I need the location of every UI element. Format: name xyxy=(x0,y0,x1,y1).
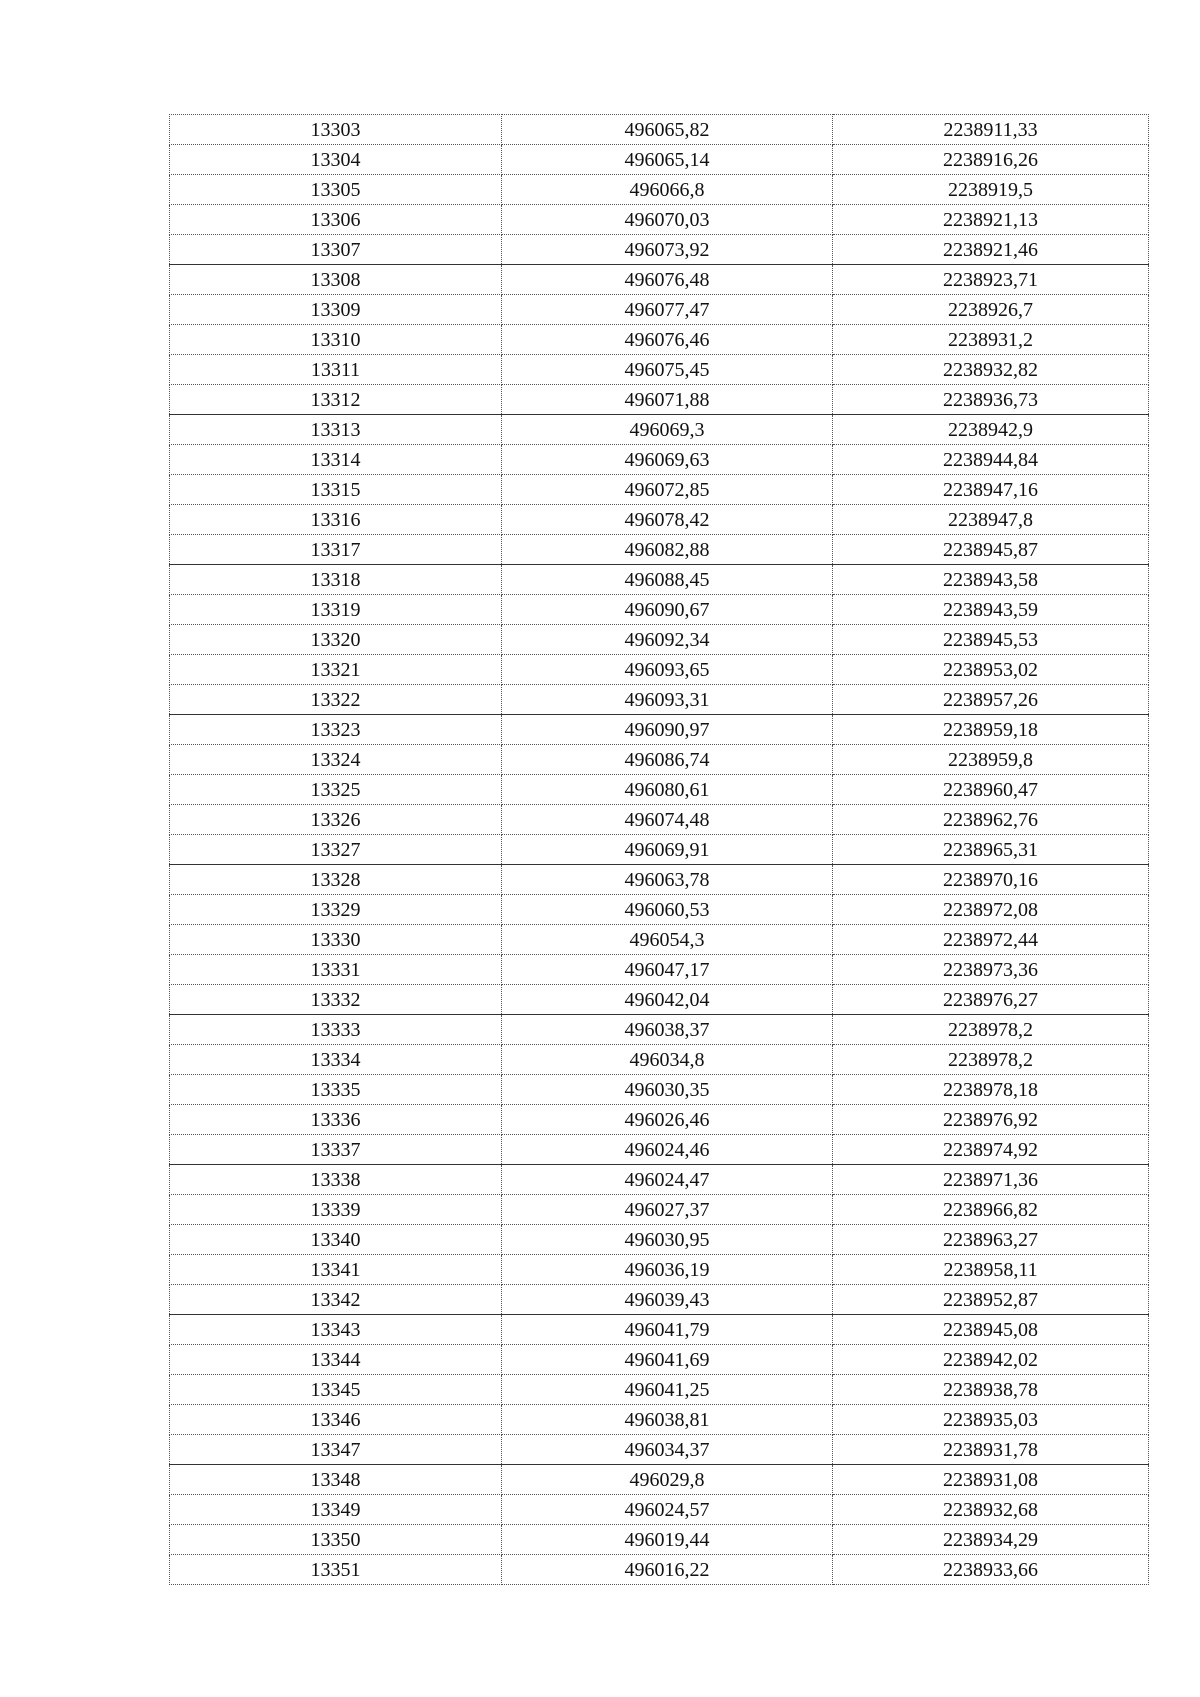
point-number-cell: 13316 xyxy=(170,505,502,535)
x-coordinate-cell: 496030,35 xyxy=(502,1075,833,1105)
y-coordinate-cell: 2238926,7 xyxy=(833,295,1149,325)
point-number-cell: 13313 xyxy=(170,415,502,445)
y-coordinate-cell: 2238970,16 xyxy=(833,865,1149,895)
x-coordinate-cell: 496066,8 xyxy=(502,175,833,205)
x-coordinate-cell: 496041,25 xyxy=(502,1375,833,1405)
point-number-cell: 13318 xyxy=(170,565,502,595)
table-row xyxy=(170,205,1149,235)
y-coordinate-cell: 2238978,18 xyxy=(833,1075,1149,1105)
point-number-cell: 13332 xyxy=(170,985,502,1015)
x-coordinate-cell: 496039,43 xyxy=(502,1285,833,1315)
x-coordinate-cell: 496078,42 xyxy=(502,505,833,535)
y-coordinate-cell: 2238973,36 xyxy=(833,955,1149,985)
point-number-cell: 13351 xyxy=(170,1555,502,1585)
point-number-cell: 13310 xyxy=(170,325,502,355)
table-row xyxy=(170,1435,1149,1465)
table-row xyxy=(170,1465,1149,1495)
table-row xyxy=(170,1165,1149,1195)
table-row xyxy=(170,745,1149,775)
point-number-cell: 13319 xyxy=(170,595,502,625)
point-number-cell: 13342 xyxy=(170,1285,502,1315)
y-coordinate-cell: 2238953,02 xyxy=(833,655,1149,685)
point-number-cell: 13350 xyxy=(170,1525,502,1555)
point-number-cell: 13322 xyxy=(170,685,502,715)
point-number-cell: 13339 xyxy=(170,1195,502,1225)
table-row xyxy=(170,175,1149,205)
x-coordinate-cell: 496082,88 xyxy=(502,535,833,565)
table-row xyxy=(170,685,1149,715)
point-number-cell: 13348 xyxy=(170,1465,502,1495)
point-number-cell: 13338 xyxy=(170,1165,502,1195)
table-row xyxy=(170,1105,1149,1135)
table-row xyxy=(170,1405,1149,1435)
x-coordinate-cell: 496090,67 xyxy=(502,595,833,625)
x-coordinate-cell: 496093,31 xyxy=(502,685,833,715)
point-number-cell: 13315 xyxy=(170,475,502,505)
table-row xyxy=(170,1135,1149,1165)
table-row xyxy=(170,1195,1149,1225)
y-coordinate-cell: 2238960,47 xyxy=(833,775,1149,805)
table-row xyxy=(170,505,1149,535)
point-number-cell: 13306 xyxy=(170,205,502,235)
point-number-cell: 13337 xyxy=(170,1135,502,1165)
x-coordinate-cell: 496047,17 xyxy=(502,955,833,985)
table-row xyxy=(170,715,1149,745)
y-coordinate-cell: 2238934,29 xyxy=(833,1525,1149,1555)
x-coordinate-cell: 496070,03 xyxy=(502,205,833,235)
point-number-cell: 13304 xyxy=(170,145,502,175)
y-coordinate-cell: 2238911,33 xyxy=(833,115,1149,145)
y-coordinate-cell: 2238958,11 xyxy=(833,1255,1149,1285)
point-number-cell: 13334 xyxy=(170,1045,502,1075)
y-coordinate-cell: 2238971,36 xyxy=(833,1165,1149,1195)
y-coordinate-cell: 2238978,2 xyxy=(833,1045,1149,1075)
y-coordinate-cell: 2238919,5 xyxy=(833,175,1149,205)
point-number-cell: 13336 xyxy=(170,1105,502,1135)
y-coordinate-cell: 2238931,2 xyxy=(833,325,1149,355)
x-coordinate-cell: 496073,92 xyxy=(502,235,833,265)
table-row xyxy=(170,1225,1149,1255)
y-coordinate-cell: 2238942,02 xyxy=(833,1345,1149,1375)
y-coordinate-cell: 2238931,08 xyxy=(833,1465,1149,1495)
y-coordinate-cell: 2238947,8 xyxy=(833,505,1149,535)
point-number-cell: 13330 xyxy=(170,925,502,955)
table-row xyxy=(170,655,1149,685)
y-coordinate-cell: 2238972,08 xyxy=(833,895,1149,925)
table-row xyxy=(170,1255,1149,1285)
table-row xyxy=(170,1555,1149,1585)
table-row xyxy=(170,535,1149,565)
x-coordinate-cell: 496027,37 xyxy=(502,1195,833,1225)
y-coordinate-cell: 2238959,8 xyxy=(833,745,1149,775)
point-number-cell: 13312 xyxy=(170,385,502,415)
x-coordinate-cell: 496080,61 xyxy=(502,775,833,805)
y-coordinate-cell: 2238972,44 xyxy=(833,925,1149,955)
y-coordinate-cell: 2238942,9 xyxy=(833,415,1149,445)
table-row xyxy=(170,325,1149,355)
table-row xyxy=(170,145,1149,175)
table-row xyxy=(170,835,1149,865)
y-coordinate-cell: 2238931,78 xyxy=(833,1435,1149,1465)
y-coordinate-cell: 2238923,71 xyxy=(833,265,1149,295)
table-row xyxy=(170,1495,1149,1525)
x-coordinate-cell: 496076,46 xyxy=(502,325,833,355)
table-row xyxy=(170,415,1149,445)
y-coordinate-cell: 2238943,58 xyxy=(833,565,1149,595)
x-coordinate-cell: 496024,47 xyxy=(502,1165,833,1195)
table-row xyxy=(170,235,1149,265)
y-coordinate-cell: 2238921,13 xyxy=(833,205,1149,235)
table-row xyxy=(170,595,1149,625)
table-row xyxy=(170,475,1149,505)
point-number-cell: 13311 xyxy=(170,355,502,385)
table-row xyxy=(170,1525,1149,1555)
point-number-cell: 13308 xyxy=(170,265,502,295)
y-coordinate-cell: 2238943,59 xyxy=(833,595,1149,625)
table-row xyxy=(170,985,1149,1015)
y-coordinate-cell: 2238966,82 xyxy=(833,1195,1149,1225)
x-coordinate-cell: 496034,37 xyxy=(502,1435,833,1465)
y-coordinate-cell: 2238945,53 xyxy=(833,625,1149,655)
table-row xyxy=(170,775,1149,805)
x-coordinate-cell: 496072,85 xyxy=(502,475,833,505)
point-number-cell: 13349 xyxy=(170,1495,502,1525)
x-coordinate-cell: 496034,8 xyxy=(502,1045,833,1075)
point-number-cell: 13321 xyxy=(170,655,502,685)
point-number-cell: 13346 xyxy=(170,1405,502,1435)
x-coordinate-cell: 496060,53 xyxy=(502,895,833,925)
table-row xyxy=(170,295,1149,325)
x-coordinate-cell: 496041,79 xyxy=(502,1315,833,1345)
x-coordinate-cell: 496074,48 xyxy=(502,805,833,835)
table-row xyxy=(170,115,1149,145)
point-number-cell: 13326 xyxy=(170,805,502,835)
x-coordinate-cell: 496019,44 xyxy=(502,1525,833,1555)
x-coordinate-cell: 496092,34 xyxy=(502,625,833,655)
x-coordinate-cell: 496076,48 xyxy=(502,265,833,295)
x-coordinate-cell: 496054,3 xyxy=(502,925,833,955)
point-number-cell: 13345 xyxy=(170,1375,502,1405)
point-number-cell: 13341 xyxy=(170,1255,502,1285)
x-coordinate-cell: 496024,57 xyxy=(502,1495,833,1525)
y-coordinate-cell: 2238959,18 xyxy=(833,715,1149,745)
x-coordinate-cell: 496026,46 xyxy=(502,1105,833,1135)
y-coordinate-cell: 2238976,92 xyxy=(833,1105,1149,1135)
point-number-cell: 13324 xyxy=(170,745,502,775)
point-number-cell: 13329 xyxy=(170,895,502,925)
point-number-cell: 13340 xyxy=(170,1225,502,1255)
table-row xyxy=(170,355,1149,385)
y-coordinate-cell: 2238933,66 xyxy=(833,1555,1149,1585)
table-row xyxy=(170,895,1149,925)
table-row xyxy=(170,1015,1149,1045)
y-coordinate-cell: 2238963,27 xyxy=(833,1225,1149,1255)
x-coordinate-cell: 496063,78 xyxy=(502,865,833,895)
x-coordinate-cell: 496090,97 xyxy=(502,715,833,745)
point-number-cell: 13314 xyxy=(170,445,502,475)
y-coordinate-cell: 2238957,26 xyxy=(833,685,1149,715)
x-coordinate-cell: 496036,19 xyxy=(502,1255,833,1285)
y-coordinate-cell: 2238945,87 xyxy=(833,535,1149,565)
point-number-cell: 13344 xyxy=(170,1345,502,1375)
point-number-cell: 13307 xyxy=(170,235,502,265)
point-number-cell: 13327 xyxy=(170,835,502,865)
x-coordinate-cell: 496029,8 xyxy=(502,1465,833,1495)
x-coordinate-cell: 496093,65 xyxy=(502,655,833,685)
point-number-cell: 13347 xyxy=(170,1435,502,1465)
table-row xyxy=(170,1075,1149,1105)
x-coordinate-cell: 496016,22 xyxy=(502,1555,833,1585)
y-coordinate-cell: 2238916,26 xyxy=(833,145,1149,175)
x-coordinate-cell: 496041,69 xyxy=(502,1345,833,1375)
x-coordinate-cell: 496069,91 xyxy=(502,835,833,865)
point-number-cell: 13305 xyxy=(170,175,502,205)
coordinates-table xyxy=(169,114,1149,1585)
table-row xyxy=(170,1315,1149,1345)
x-coordinate-cell: 496069,63 xyxy=(502,445,833,475)
y-coordinate-cell: 2238952,87 xyxy=(833,1285,1149,1315)
y-coordinate-cell: 2238947,16 xyxy=(833,475,1149,505)
y-coordinate-cell: 2238935,03 xyxy=(833,1405,1149,1435)
y-coordinate-cell: 2238932,82 xyxy=(833,355,1149,385)
x-coordinate-cell: 496077,47 xyxy=(502,295,833,325)
point-number-cell: 13333 xyxy=(170,1015,502,1045)
coordinates-table-body xyxy=(170,115,1149,1585)
table-row xyxy=(170,445,1149,475)
table-row xyxy=(170,1285,1149,1315)
y-coordinate-cell: 2238965,31 xyxy=(833,835,1149,865)
table-row xyxy=(170,565,1149,595)
table-row xyxy=(170,1375,1149,1405)
point-number-cell: 13343 xyxy=(170,1315,502,1345)
x-coordinate-cell: 496065,14 xyxy=(502,145,833,175)
y-coordinate-cell: 2238932,68 xyxy=(833,1495,1149,1525)
y-coordinate-cell: 2238974,92 xyxy=(833,1135,1149,1165)
point-number-cell: 13325 xyxy=(170,775,502,805)
point-number-cell: 13328 xyxy=(170,865,502,895)
x-coordinate-cell: 496038,81 xyxy=(502,1405,833,1435)
point-number-cell: 13317 xyxy=(170,535,502,565)
x-coordinate-cell: 496030,95 xyxy=(502,1225,833,1255)
x-coordinate-cell: 496069,3 xyxy=(502,415,833,445)
x-coordinate-cell: 496038,37 xyxy=(502,1015,833,1045)
y-coordinate-cell: 2238945,08 xyxy=(833,1315,1149,1345)
x-coordinate-cell: 496088,45 xyxy=(502,565,833,595)
x-coordinate-cell: 496042,04 xyxy=(502,985,833,1015)
table-row xyxy=(170,1345,1149,1375)
y-coordinate-cell: 2238938,78 xyxy=(833,1375,1149,1405)
table-row xyxy=(170,625,1149,655)
y-coordinate-cell: 2238944,84 xyxy=(833,445,1149,475)
point-number-cell: 13320 xyxy=(170,625,502,655)
x-coordinate-cell: 496024,46 xyxy=(502,1135,833,1165)
table-row xyxy=(170,925,1149,955)
y-coordinate-cell: 2238921,46 xyxy=(833,235,1149,265)
table-row xyxy=(170,805,1149,835)
point-number-cell: 13335 xyxy=(170,1075,502,1105)
table-row xyxy=(170,1045,1149,1075)
point-number-cell: 13303 xyxy=(170,115,502,145)
table-row xyxy=(170,955,1149,985)
y-coordinate-cell: 2238976,27 xyxy=(833,985,1149,1015)
y-coordinate-cell: 2238936,73 xyxy=(833,385,1149,415)
point-number-cell: 13309 xyxy=(170,295,502,325)
x-coordinate-cell: 496075,45 xyxy=(502,355,833,385)
y-coordinate-cell: 2238978,2 xyxy=(833,1015,1149,1045)
point-number-cell: 13331 xyxy=(170,955,502,985)
table-row xyxy=(170,385,1149,415)
table-row xyxy=(170,265,1149,295)
x-coordinate-cell: 496086,74 xyxy=(502,745,833,775)
y-coordinate-cell: 2238962,76 xyxy=(833,805,1149,835)
table-row xyxy=(170,865,1149,895)
point-number-cell: 13323 xyxy=(170,715,502,745)
x-coordinate-cell: 496071,88 xyxy=(502,385,833,415)
x-coordinate-cell: 496065,82 xyxy=(502,115,833,145)
